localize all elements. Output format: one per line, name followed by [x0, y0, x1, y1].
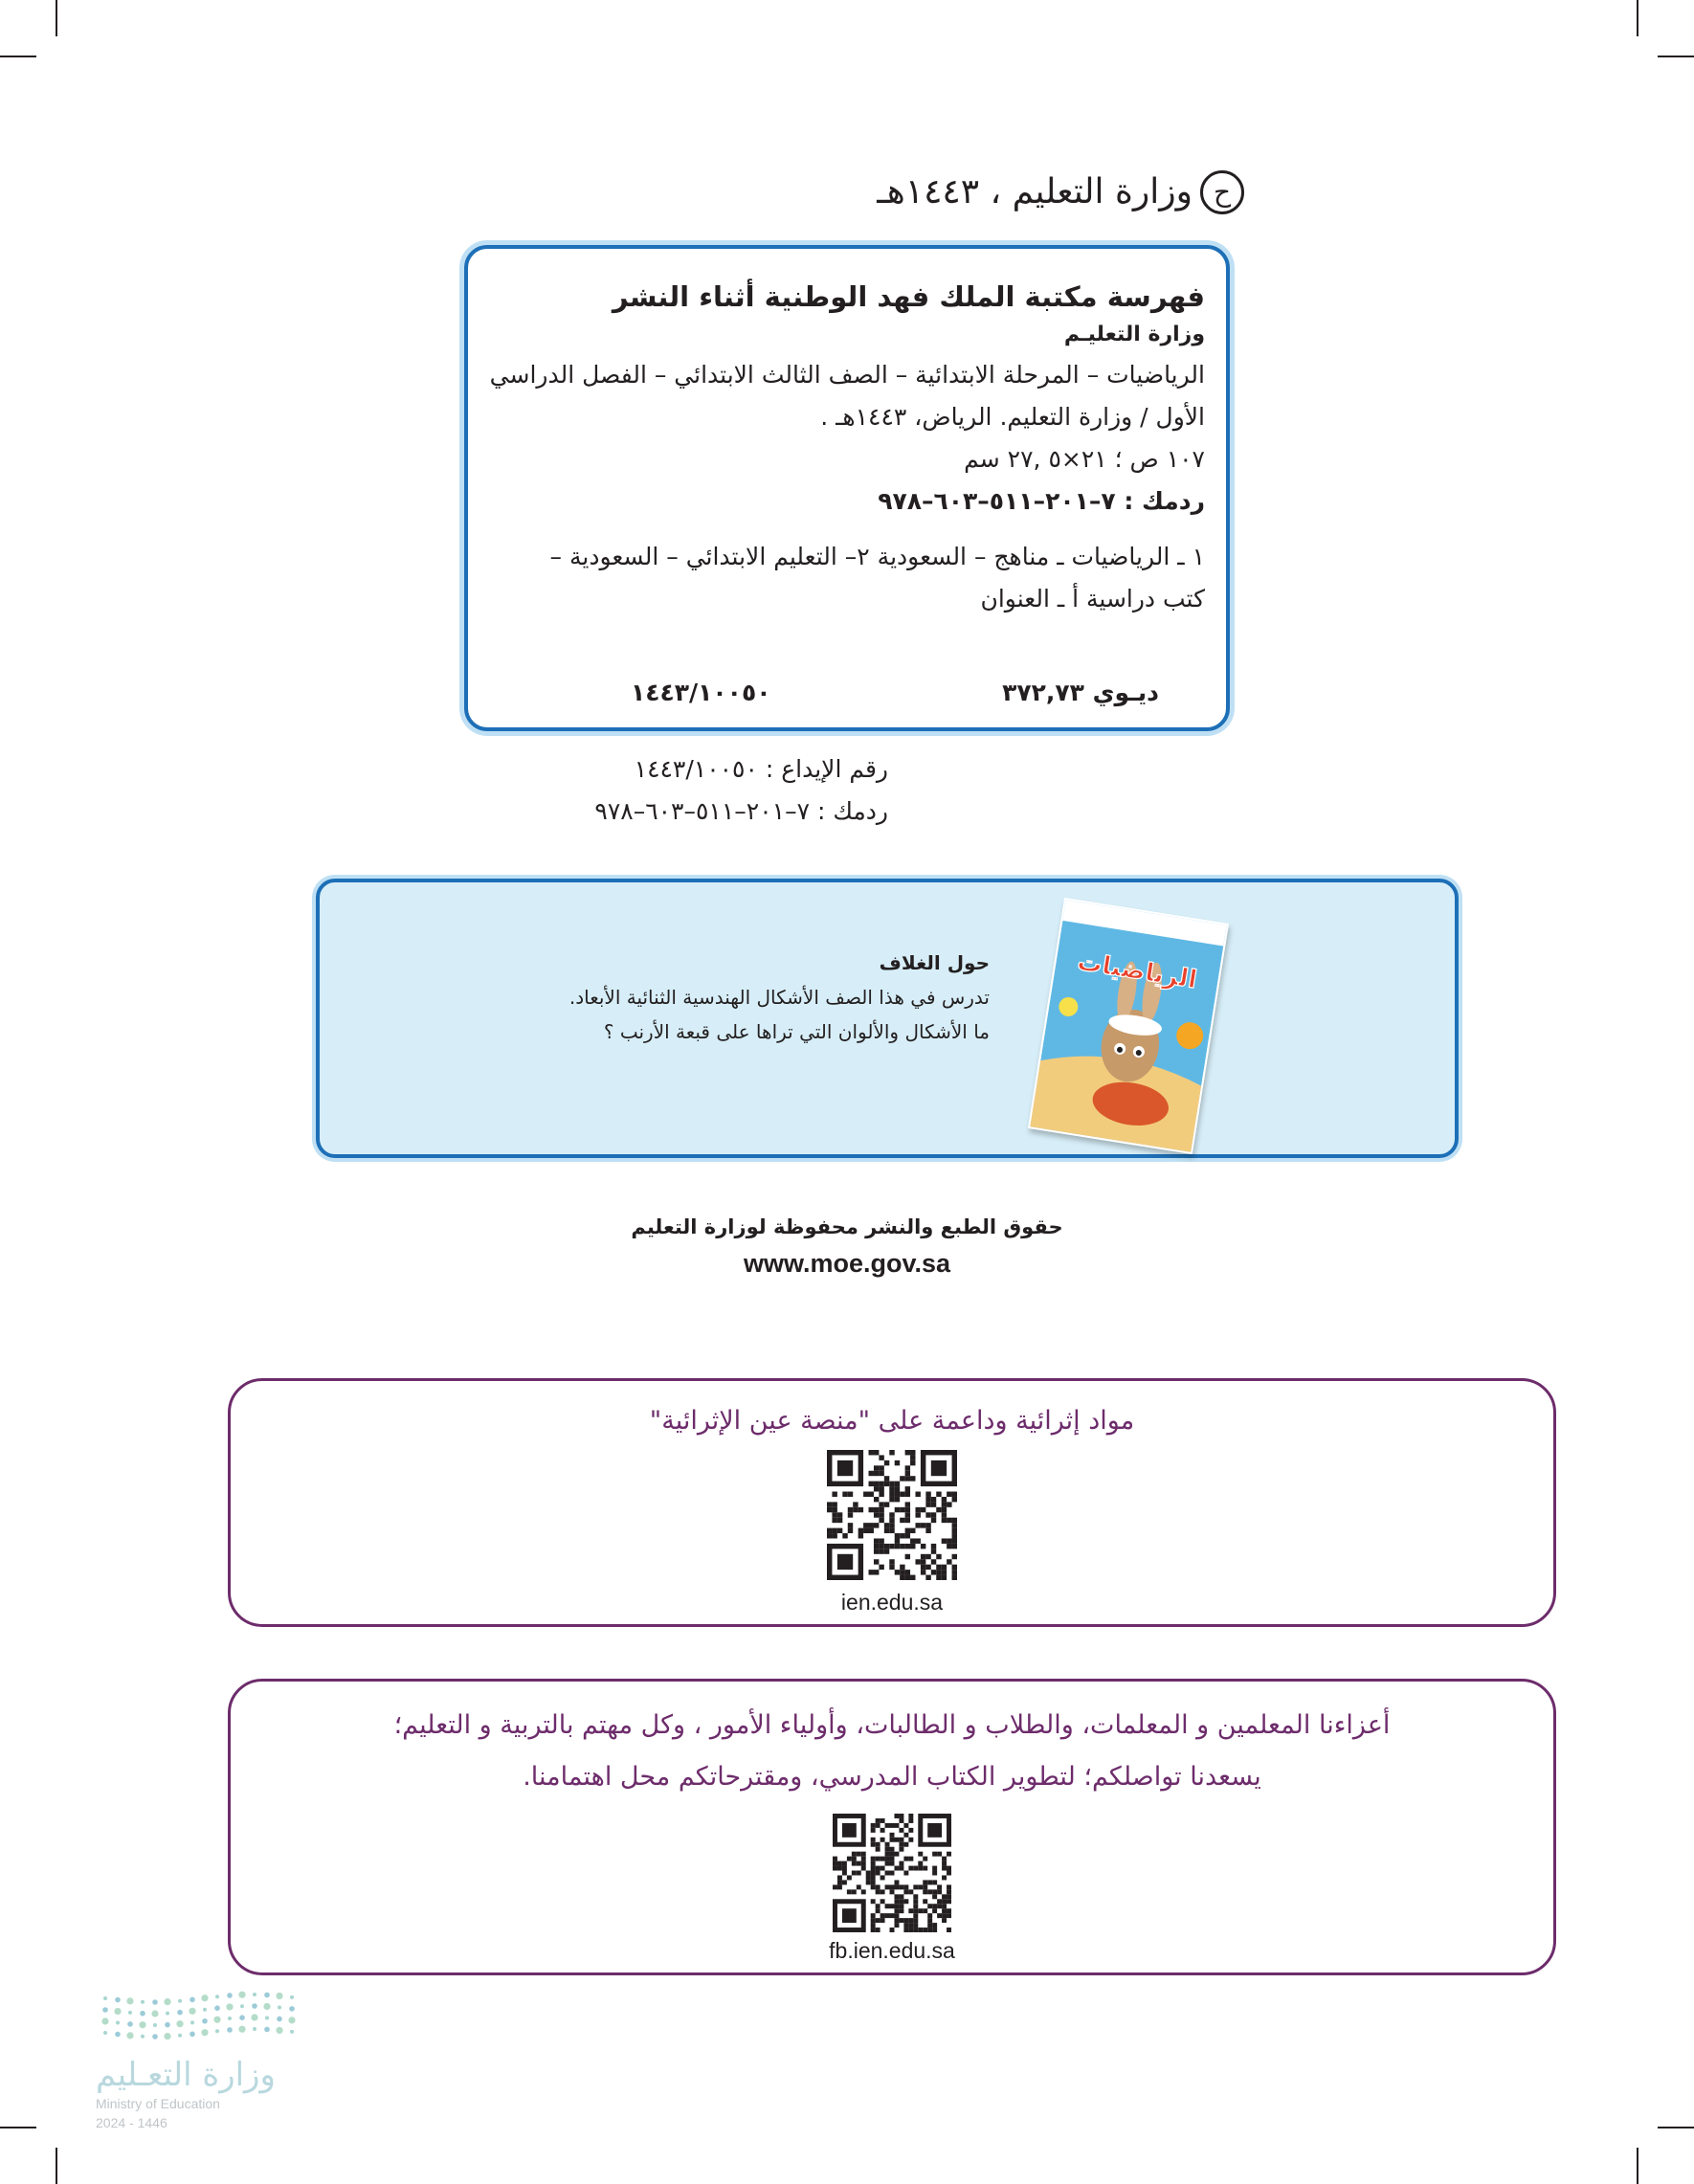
crop-mark	[1637, 2148, 1638, 2184]
deposit-block	[594, 748, 888, 833]
deposit-number: رقم الإيداع : ١٤٤٣/١٠٠٥٠	[634, 755, 888, 783]
crop-mark	[0, 2127, 36, 2128]
cip-isbn: ردمك : ٧–٢٠١–٥١١–٦٠٣–٩٧٨	[878, 487, 1205, 515]
rights-block	[0, 1212, 1694, 1284]
crop-mark	[1637, 0, 1638, 36]
cip-subjects: كتب دراسية أ ـ العنوان	[980, 585, 1205, 613]
cip-line: الأول / وزارة التعليم. الرياض، ١٤٤٣هـ .	[820, 403, 1205, 431]
copyright-symbol: ح	[1200, 170, 1244, 214]
ministry-logo-arabic: وزارة التعـليم	[96, 2056, 276, 2094]
cip-deposit: ١٤٤٣/١٠٠٥٠	[631, 679, 771, 706]
ministry-logo	[96, 1989, 316, 2130]
about-cover-text	[569, 946, 990, 1049]
cip-dewey: ديـوي ٣٧٢,٧٣	[1002, 679, 1159, 706]
cip-publisher: وزارة التعليـم	[1063, 323, 1205, 346]
ministry-logo-year: 2024 - 1446	[96, 2115, 167, 2130]
rights-url[interactable]: www.moe.gov.sa	[743, 1249, 951, 1278]
crop-mark	[56, 0, 57, 36]
about-cover-line: ما الأشكال والألوان التي تراها على قبعة الأرنب ؟	[603, 1020, 990, 1043]
rights-text: حقوق الطبع والنشر محفوظة لوزارة التعليم	[631, 1215, 1063, 1238]
ministry-logo-dots-icon	[96, 1989, 316, 2046]
qr-code-icon[interactable]	[833, 1814, 951, 1932]
ien-text: مواد إثرائية وداعمة على "منصة عين الإثرائية"	[649, 1406, 1135, 1436]
book-cover-image	[1028, 898, 1229, 1154]
cip-catalog-box	[464, 245, 1230, 731]
feedback-url[interactable]: fb.ien.edu.sa	[829, 1938, 955, 1963]
qr-code-icon[interactable]	[827, 1450, 957, 1580]
feedback-box	[228, 1679, 1556, 1975]
book-cover-illustration	[1030, 900, 1226, 1152]
crop-mark	[1658, 56, 1694, 57]
book-cover-title: الرياضيات	[1075, 947, 1199, 995]
crop-mark	[56, 2148, 57, 2184]
copyright-text: وزارة التعليم ، ١٤٤٣هـ	[877, 172, 1192, 212]
feedback-line: أعزاءنا المعلمين و المعلمات، والطلاب و الطالبات، وأولياء الأمور ، وكل مهتم بالتربية و التعليم؛	[393, 1710, 1391, 1740]
copyright-line	[877, 168, 1244, 216]
feedback-line: يسعدنا تواصلكم؛ لتطوير الكتاب المدرسي، ومقترحاتكم محل اهتمامنا.	[523, 1762, 1261, 1792]
deposit-isbn: ردمك : ٧–٢٠١–٥١١–٦٠٣–٩٧٨	[594, 797, 888, 825]
about-cover-line: تدرس في هذا الصف الأشكال الهندسية الثنائية الأبعاد.	[568, 986, 990, 1009]
cip-line: الرياضيات – المرحلة الابتدائية – الصف الثالث الابتدائي – الفصل الدراسي	[489, 361, 1205, 389]
about-cover-box	[316, 879, 1459, 1158]
crop-mark	[1658, 2127, 1694, 2128]
cip-subjects: ١ ـ الرياضيات ـ مناهج – السعودية ٢– التعليم الابتدائي – السعودية –	[549, 543, 1205, 570]
cip-dimensions: ١٠٧ ص ؛ ٢١×٥ ,٢٧ سم	[964, 445, 1205, 473]
ministry-logo-english: Ministry of Education	[96, 2096, 220, 2111]
ien-url[interactable]: ien.edu.sa	[840, 1590, 944, 1615]
cip-title: فهرسة مكتبة الملك فهد الوطنية أثناء النشر	[612, 280, 1205, 313]
about-cover-heading: حول الغلاف	[879, 951, 990, 974]
crop-mark	[0, 56, 36, 57]
ien-platform-box	[228, 1378, 1556, 1627]
